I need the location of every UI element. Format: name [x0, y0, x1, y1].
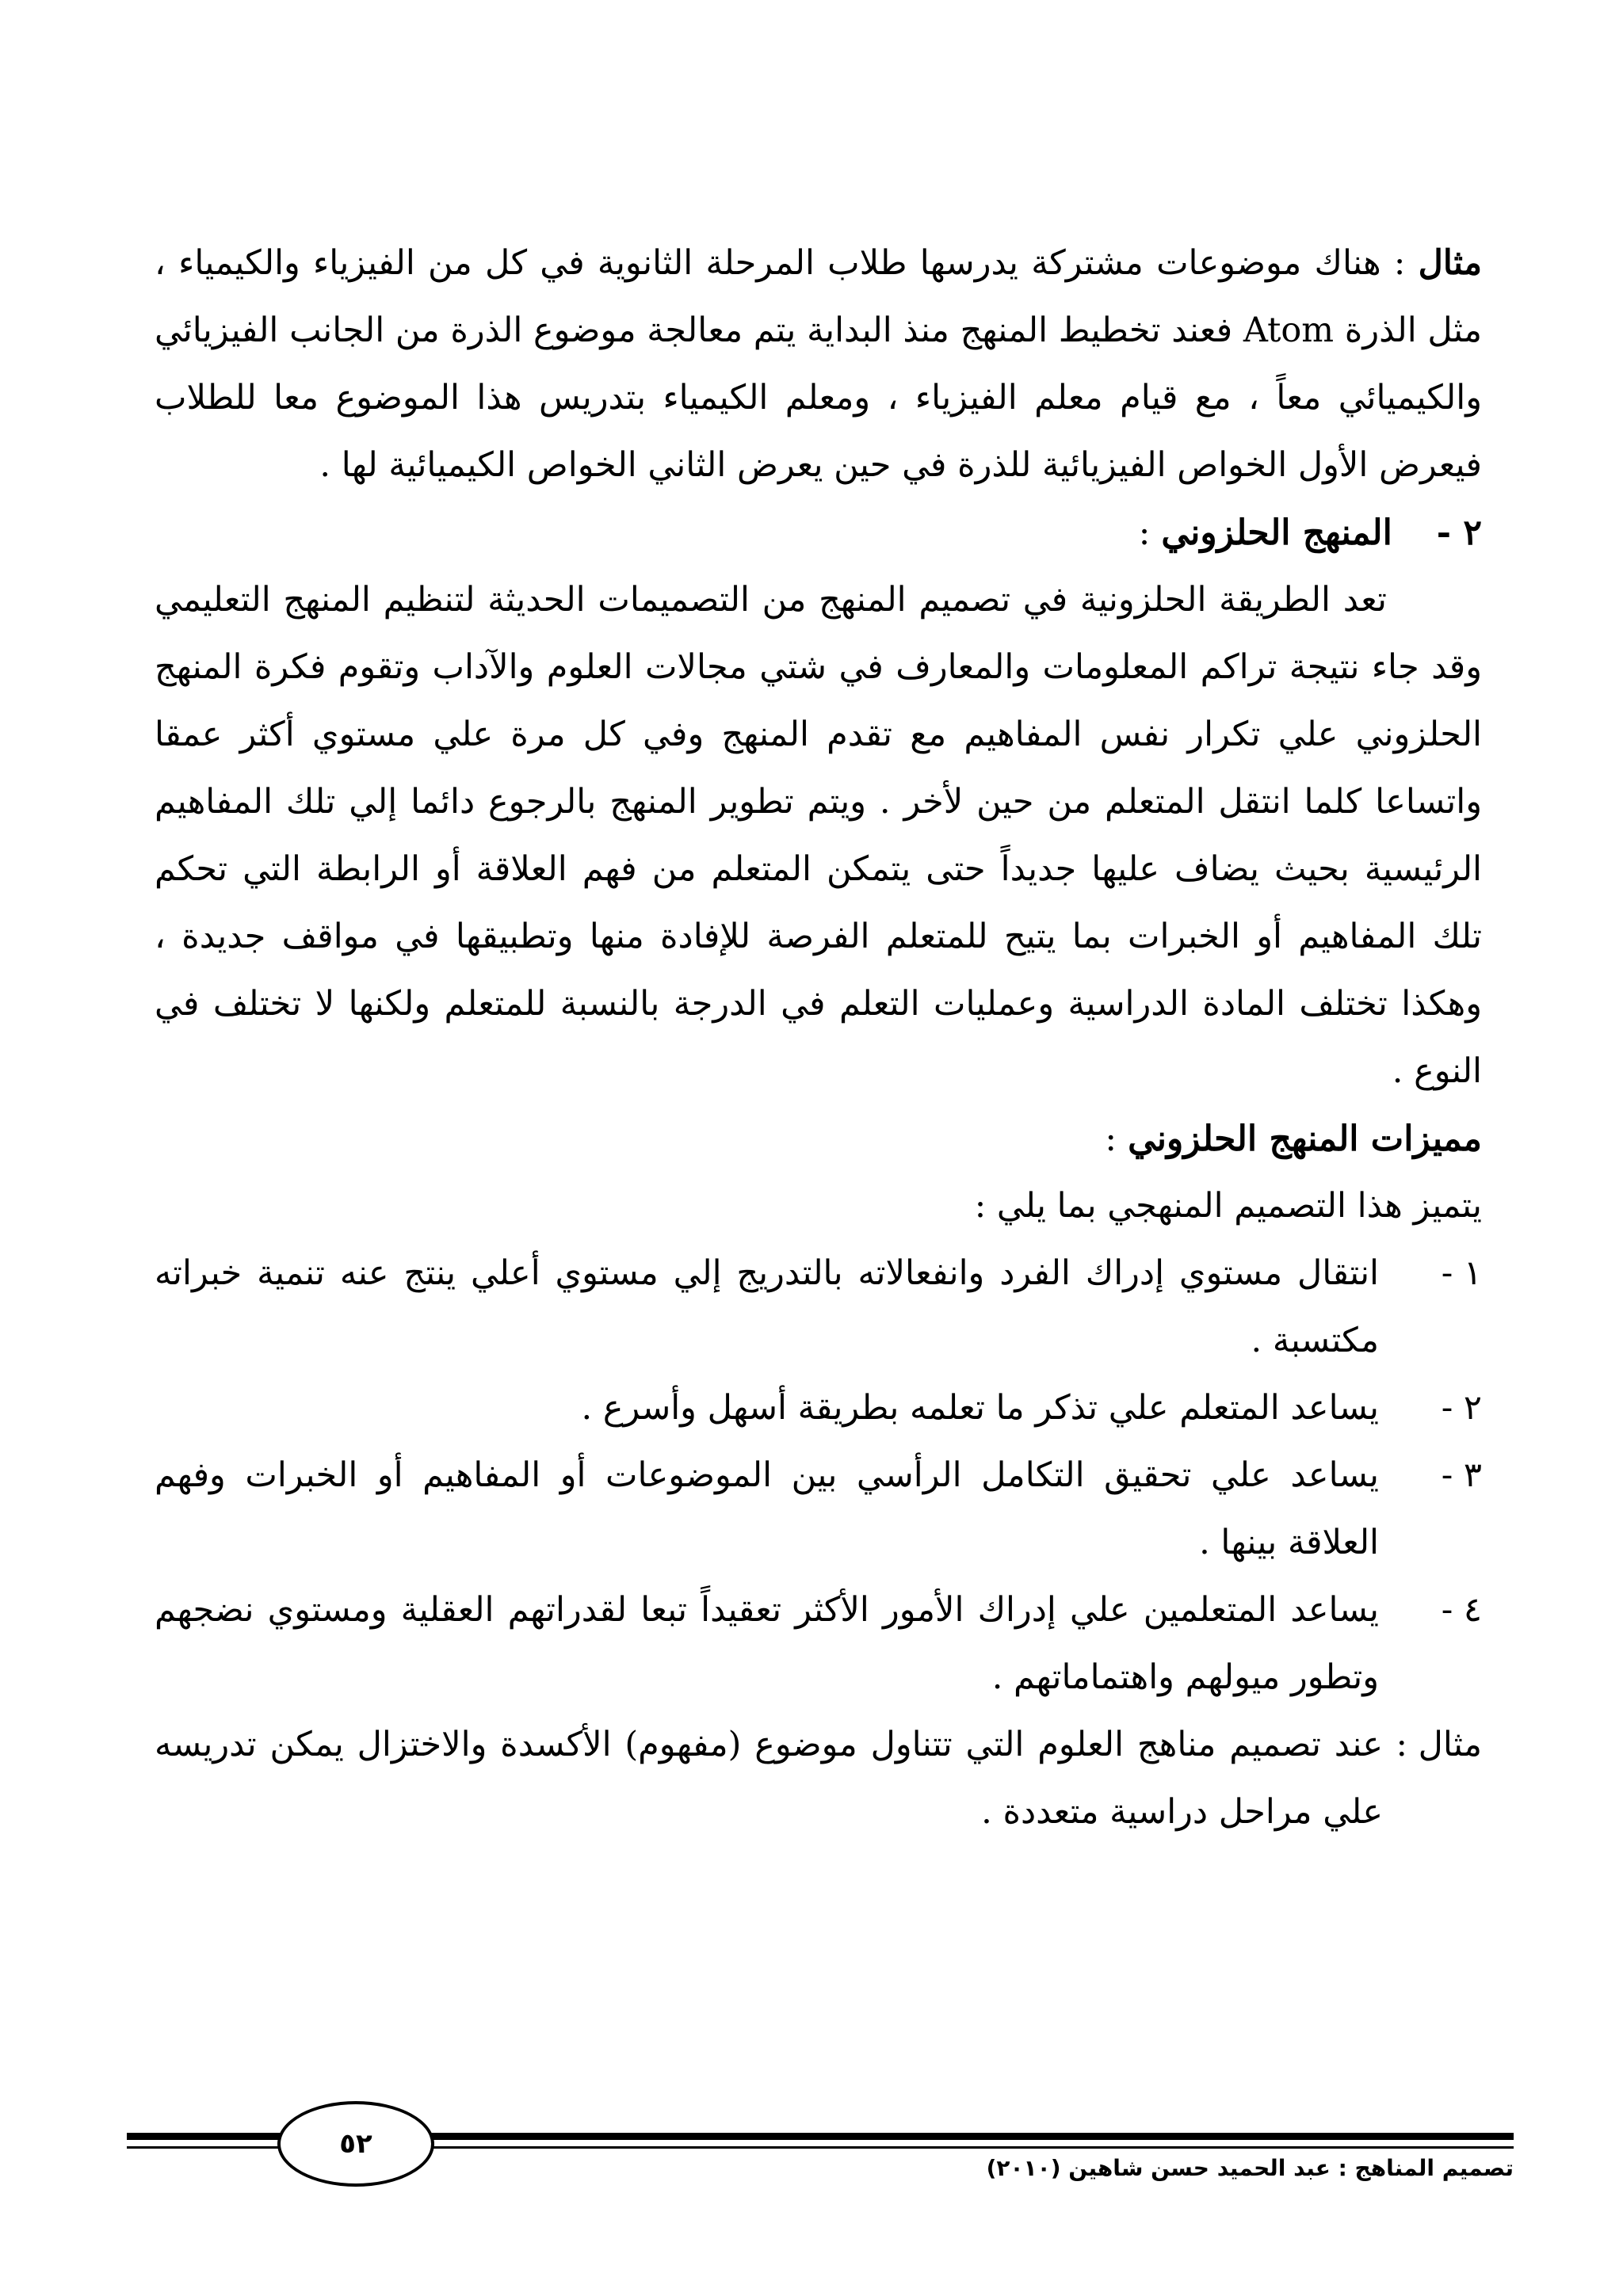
list-item: [155, 1375, 1482, 1442]
list-item-number: ٢ -: [1441, 1388, 1482, 1428]
list-item-text: انتقال مستوي إدراك الفرد وانفعالاته بالتدريج إلي مستوي أعلي ينتج عنه تنمية خبراته مكتسبة .: [155, 1253, 1379, 1360]
list-item: [155, 1577, 1482, 1711]
section-number: ٢ -: [1436, 513, 1482, 553]
section-title: المنهج الحلزوني: [1161, 513, 1392, 553]
page-body: [155, 230, 1482, 1846]
features-list: [155, 1240, 1482, 1711]
features-title-suffix: :: [1105, 1119, 1128, 1159]
second-example-label: مثال :: [1396, 1725, 1482, 1764]
example-paragraph: [155, 230, 1482, 499]
list-item-text: يساعد المتعلمين علي إدراك الأمور الأكثر تعقيداً تبعا لقدراتهم العقلية ومستوي نضجهم وتطور ميولهم واهتماماتهم .: [155, 1590, 1379, 1697]
list-item: [155, 1442, 1482, 1577]
list-item-number: ٣ -: [1441, 1455, 1482, 1495]
list-item-text: يساعد المتعلم علي تذكر ما تعلمه بطريقة أسهل وأسرع .: [581, 1388, 1379, 1428]
page-footer: [127, 2092, 1514, 2187]
features-heading: [155, 1105, 1482, 1173]
list-item: [155, 1240, 1482, 1375]
second-example: [155, 1711, 1482, 1846]
features-title: مميزات المنهج الحلزوني: [1128, 1119, 1482, 1159]
example-label: مثال: [1418, 243, 1482, 283]
features-intro: يتميز هذا التصميم المنهجي بما يلي :: [974, 1186, 1482, 1226]
list-item-number: ١ -: [1441, 1253, 1482, 1293]
page-number: ٥٢: [339, 2128, 372, 2160]
list-item-number: ٤ -: [1441, 1590, 1482, 1630]
list-item-text: يساعد علي تحقيق التكامل الرأسي بين الموضوعات أو المفاهيم أو الخبرات وفهم العلاقة بينها .: [155, 1455, 1379, 1562]
second-example-text: عند تصميم مناهج العلوم التي تتناول موضوع (مفهوم) الأكسدة والاختزال يمكن تدريسه علي مراحل دراسية متعددة .: [155, 1725, 1383, 1832]
example-text: : هناك موضوعات مشتركة يدرسها طلاب المرحلة الثانوية في كل من الفيزياء والكيمياء ، مثل الذرة Atom فعند تخطيط المنهج منذ البداية يتم معالجة موضوع الذرة من الجانب الفيزيائي والكيميائي معاً ، مع قيام معلم الفيزياء ، ومعلم الكيمياء بتدريس هذا الموضوع معا للطلاب فيعرض الأول الخواص الفيزيائية للذرة في حين يعرض الثاني الخواص الكيميائية لها .: [155, 243, 1482, 485]
section-heading: [155, 499, 1482, 566]
section-title-suffix: :: [1138, 513, 1162, 553]
spiral-curriculum-paragraph: تعد الطريقة الحلزونية في تصميم المنهج من التصميمات الحديثة لتنظيم المنهج التعليمي وقد جاء نتيجة تراكم المعلومات والمعارف في شتي مجالات العلوم والآداب وتقوم فكرة المنهج الحلزوني علي تكرار نفس المفاهيم مع تقدم المنهج وفي كل مرة علي مستوي أكثر عمقا واتساعا كلما انتقل المتعلم من حين لأخر . ويتم تطوير المنهج بالرجوع دائما إلي تلك المفاهيم الرئيسية بحيث يضاف عليها جديداً حتى يتمكن المتعلم من فهم العلاقة أو الرابطة التي تحكم تلك المفاهيم أو الخبرات بما يتيح للمتعلم الفرصة للإفادة منها وتطبيقها في مواقف جديدة ، وهكذا تختلف المادة الدراسية وعمليات التعلم في الدرجة بالنسبة للمتعلم ولكنها لا تختلف في النوع .: [155, 580, 1482, 1091]
page-number-oval: [277, 2101, 434, 2187]
footer-caption: تصميم المناهج : عبد الحميد حسن شاهين (٢٠١٠): [986, 2155, 1514, 2181]
